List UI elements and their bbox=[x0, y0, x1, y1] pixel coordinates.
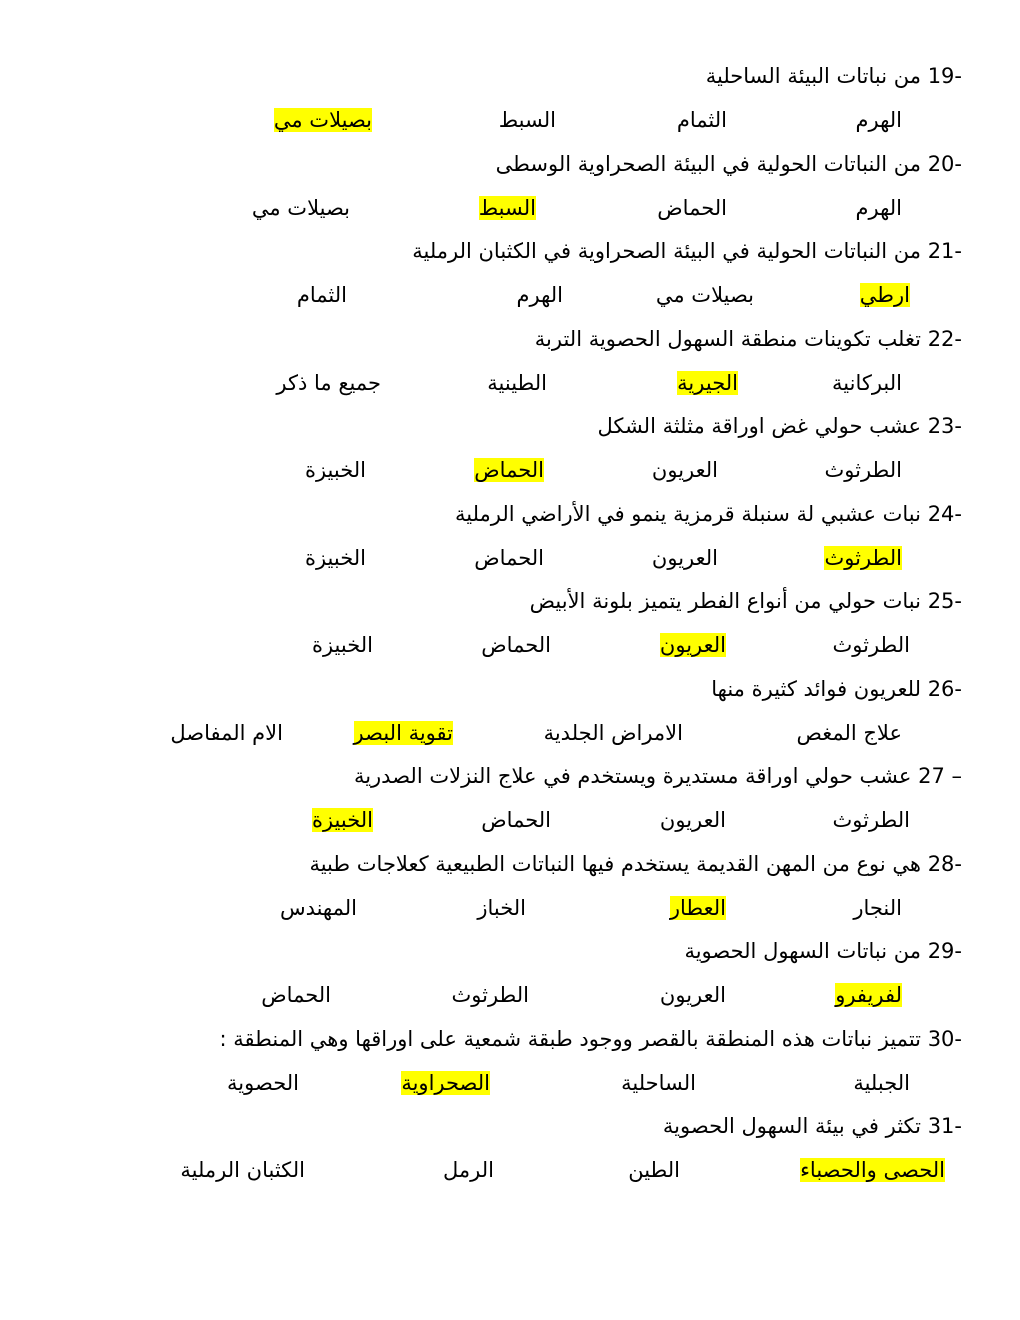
option-label: العريون bbox=[651, 545, 718, 570]
option-label: الكثبان الرملية bbox=[180, 1158, 305, 1182]
question-text: للعريون فوائد كثيرة منها bbox=[711, 676, 921, 701]
answer-option-highlighted bbox=[800, 1156, 945, 1184]
answer-option-highlighted bbox=[312, 806, 373, 834]
question-5 bbox=[597, 412, 962, 440]
answer-option bbox=[297, 281, 347, 309]
question-text: هي نوع من المهن القديمة يستخدم فيها النباتات الطبيعية كعلاجات طبية bbox=[309, 851, 921, 876]
answer-option bbox=[660, 806, 726, 834]
question-number: 23- bbox=[927, 414, 962, 438]
answer-option bbox=[796, 719, 902, 747]
option-label: الحصى والحصباء bbox=[800, 1158, 945, 1182]
option-label: الطين bbox=[628, 1158, 680, 1182]
answer-option bbox=[544, 719, 683, 747]
answer-option bbox=[656, 281, 754, 309]
option-label: البركانية bbox=[832, 370, 902, 395]
question-number: 29- bbox=[927, 939, 962, 963]
option-label: ارطي bbox=[859, 283, 910, 307]
option-label: الهرم bbox=[516, 283, 563, 307]
option-label: الطرثوث bbox=[451, 983, 529, 1007]
option-label: الحماض bbox=[261, 983, 331, 1007]
answer-option bbox=[477, 894, 526, 922]
answer-option bbox=[305, 544, 366, 572]
question-7 bbox=[530, 587, 962, 615]
answer-option bbox=[652, 544, 718, 572]
question-number: 22- bbox=[927, 326, 962, 351]
option-label: الطينية bbox=[487, 370, 547, 395]
option-label: الطرثوث bbox=[824, 545, 902, 570]
option-label: الهرم bbox=[855, 195, 902, 220]
answer-option bbox=[280, 894, 357, 922]
question-9 bbox=[354, 762, 962, 790]
question-text: من نباتات السهول الحصوية bbox=[684, 939, 921, 963]
option-label: الحماض bbox=[481, 633, 551, 657]
answer-option bbox=[487, 369, 547, 397]
option-label: النجار bbox=[853, 895, 902, 920]
question-2 bbox=[496, 150, 962, 178]
option-label: لفريفرو bbox=[835, 983, 902, 1007]
option-label: الحماض bbox=[481, 808, 551, 832]
option-label: الحماض bbox=[657, 195, 727, 220]
answer-option bbox=[855, 194, 902, 222]
answer-option bbox=[832, 806, 910, 834]
option-label: الخبيزة bbox=[304, 545, 366, 570]
option-label: الطرثوث bbox=[832, 808, 910, 832]
question-number: 28- bbox=[927, 851, 962, 876]
answer-option bbox=[276, 369, 381, 397]
answer-option bbox=[832, 631, 910, 659]
answer-option-highlighted bbox=[474, 456, 544, 484]
answer-option bbox=[481, 806, 551, 834]
option-label: العريون bbox=[659, 983, 726, 1007]
question-text: نبات عشبي لة سنبلة قرمزية ينمو في الأراضي الرملية bbox=[454, 501, 921, 526]
option-label: الخبيزة bbox=[311, 633, 373, 657]
question-text: عشب حولي غض اوراقة مثلثة الشكل bbox=[597, 414, 921, 438]
answer-option bbox=[261, 981, 331, 1009]
option-label: الصحراوية bbox=[401, 1070, 490, 1095]
option-label: الجبلية bbox=[853, 1070, 910, 1095]
answer-option bbox=[677, 106, 727, 134]
option-label: الساحلية bbox=[621, 1070, 696, 1095]
option-label: السبط bbox=[498, 108, 556, 132]
question-text: تتميز نباتات هذه المنطقة بالقصر ووجود طبقة شمعية على اوراقها وهي المنطقة : bbox=[219, 1026, 921, 1051]
question-text: من نباتات البيئة الساحلية bbox=[705, 64, 921, 88]
option-label: الخبيزة bbox=[304, 458, 366, 482]
answer-option bbox=[252, 194, 350, 222]
question-8 bbox=[711, 675, 962, 703]
question-13 bbox=[663, 1112, 962, 1140]
answer-option bbox=[853, 894, 902, 922]
answer-option bbox=[499, 106, 556, 134]
question-text: من النباتات الحولية في البيئة الصحراوية الوسطى bbox=[495, 151, 921, 176]
answer-option-highlighted bbox=[479, 194, 536, 222]
question-text: تغلب تكوينات منطقة السهول الحصوية التربة bbox=[534, 326, 921, 351]
option-label: الجيرية bbox=[677, 370, 738, 395]
answer-option bbox=[855, 106, 902, 134]
answer-option bbox=[621, 1069, 696, 1097]
answer-option bbox=[481, 631, 551, 659]
question-number: 31- bbox=[927, 1114, 962, 1138]
question-number: 25- bbox=[927, 589, 962, 613]
option-label: العريون bbox=[659, 633, 726, 657]
question-10 bbox=[309, 850, 962, 878]
answer-option-highlighted bbox=[677, 369, 738, 397]
question-number: 26- bbox=[927, 676, 962, 701]
question-3 bbox=[412, 237, 962, 265]
option-label: العطار bbox=[669, 895, 726, 920]
option-label: جميع ما ذكر bbox=[276, 370, 381, 395]
option-label: الطرثوث bbox=[832, 633, 910, 657]
question-number: 21- bbox=[927, 239, 962, 263]
option-label: العريون bbox=[651, 458, 718, 482]
answer-option bbox=[180, 1156, 305, 1184]
answer-option bbox=[170, 719, 283, 747]
question-text: تكثر في بيئة السهول الحصوية bbox=[662, 1114, 921, 1138]
option-label: الخباز bbox=[477, 895, 526, 920]
question-number: 27 – bbox=[918, 764, 962, 788]
answer-option bbox=[474, 544, 544, 572]
answer-option bbox=[443, 1156, 494, 1184]
question-number: 19- bbox=[927, 64, 962, 88]
answer-option-highlighted bbox=[354, 719, 453, 747]
question-1 bbox=[706, 62, 962, 90]
answer-option-highlighted bbox=[274, 106, 372, 134]
answer-option-highlighted bbox=[670, 894, 726, 922]
answer-option bbox=[305, 456, 366, 484]
option-label: الحصوية bbox=[227, 1070, 299, 1095]
answer-option bbox=[832, 369, 902, 397]
option-label: بصيلات مي bbox=[655, 283, 754, 307]
answer-option-highlighted bbox=[660, 631, 726, 659]
answer-option-highlighted bbox=[401, 1069, 490, 1097]
option-label: الثمام bbox=[296, 283, 347, 307]
question-12 bbox=[220, 1025, 962, 1053]
question-number: 24- bbox=[927, 501, 962, 526]
question-text: نبات حولي من أنواع الفطر يتميز بلونة الأبيض bbox=[529, 589, 921, 613]
answer-option bbox=[451, 981, 529, 1009]
answer-option bbox=[227, 1069, 299, 1097]
option-label: الثمام bbox=[676, 108, 727, 132]
option-label: بصيلات مي bbox=[251, 195, 350, 220]
question-number: 30- bbox=[927, 1026, 962, 1051]
option-label: الحماض bbox=[474, 545, 544, 570]
answer-option bbox=[853, 1069, 910, 1097]
option-label: الطرثوث bbox=[824, 458, 902, 482]
option-label: العريون bbox=[659, 808, 726, 832]
option-label: السبط bbox=[478, 195, 536, 220]
answer-option-highlighted bbox=[860, 281, 910, 309]
answer-option bbox=[657, 194, 727, 222]
answer-option bbox=[312, 631, 373, 659]
answer-option-highlighted bbox=[824, 544, 902, 572]
option-label: الهرم bbox=[855, 108, 902, 132]
option-label: الامراض الجلدية bbox=[543, 720, 683, 745]
answer-option bbox=[652, 456, 718, 484]
question-text: من النباتات الحولية في البيئة الصحراوية في الكثبان الرملية bbox=[412, 239, 921, 263]
question-11 bbox=[684, 937, 962, 965]
option-label: المهندس bbox=[279, 895, 357, 920]
question-4 bbox=[535, 325, 962, 353]
question-number: 20- bbox=[927, 151, 962, 176]
option-label: الخبيزة bbox=[311, 808, 373, 832]
answer-option bbox=[628, 1156, 680, 1184]
answer-option bbox=[660, 981, 726, 1009]
option-label: علاج المغص bbox=[796, 720, 902, 745]
option-label: الرمل bbox=[443, 1158, 494, 1182]
option-label: الحماض bbox=[474, 458, 544, 482]
question-6 bbox=[455, 500, 962, 528]
question-text: عشب حولي اوراقة مستديرة ويستخدم في علاج النزلات الصدرية bbox=[353, 764, 912, 788]
answer-option bbox=[824, 456, 902, 484]
answer-option-highlighted bbox=[835, 981, 902, 1009]
option-label: بصيلات مي bbox=[273, 108, 372, 132]
answer-option bbox=[516, 281, 563, 309]
option-label: تقوية البصر bbox=[353, 720, 453, 745]
option-label: الام المفاصل bbox=[170, 720, 283, 745]
